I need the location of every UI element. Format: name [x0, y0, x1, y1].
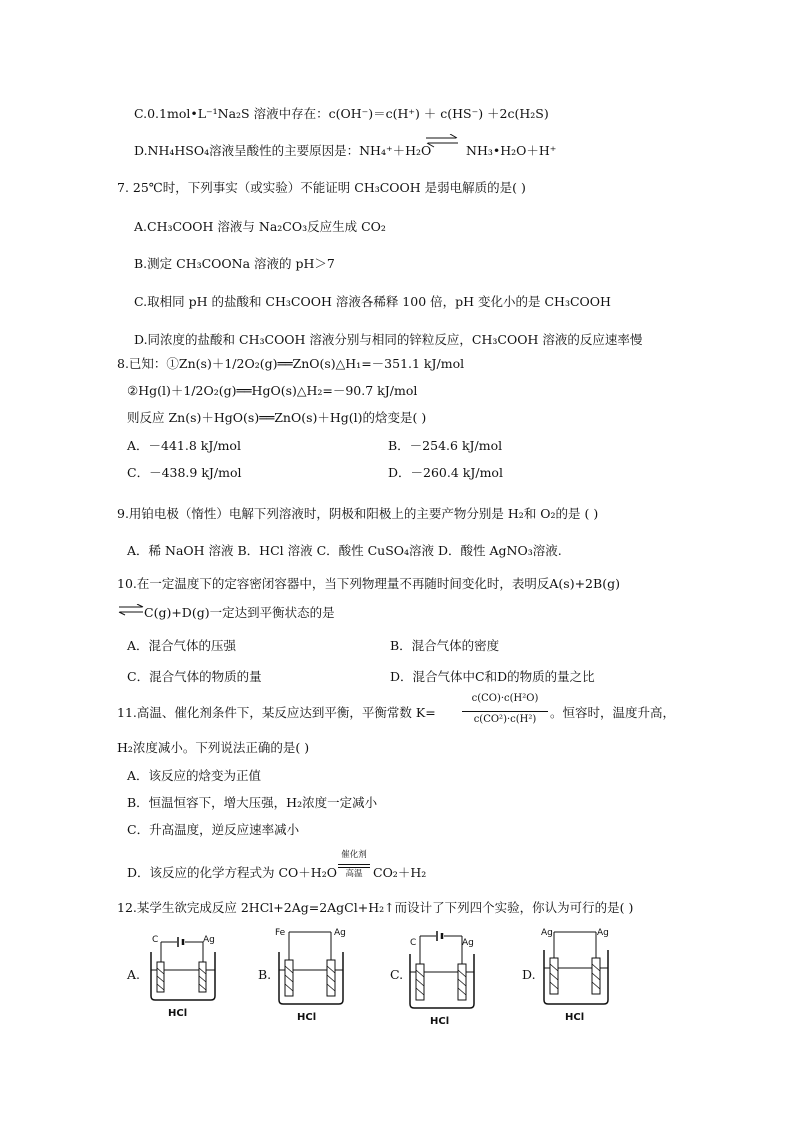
electrode-label: Ag — [541, 928, 553, 938]
electrode-label: Ag — [203, 935, 215, 945]
q8-option-a: A．－441.8 kJ/mol — [127, 438, 241, 453]
q10-option-d: D．混合气体中C和D的物质的量之比 — [390, 669, 595, 684]
solution-label: HCl — [430, 1016, 450, 1027]
solution-label: HCl — [565, 1012, 585, 1023]
q8-option-b: B．－254.6 kJ/mol — [388, 438, 503, 453]
q7-option-c: C.取相同 pH 的盐酸和 CH₃COOH 溶液各稀释 100 倍，pH 变化小的是 CH₃COOH — [134, 294, 611, 309]
q6-option-c: C.0.1mol•L⁻¹Na₂S 溶液中存在：c(OH⁻)＝c(H⁺) ＋ c(HS⁻) ＋2c(H₂S) — [134, 106, 549, 121]
q10-option-c: C．混合气体的物质的量 — [127, 669, 262, 684]
equilibrium-constant-numerator: c(CO)·c(H²O) — [471, 693, 539, 704]
electrode-label: Ag — [597, 928, 609, 938]
q8-question: 则反应 Zn(s)＋HgO(s)══ZnO(s)＋Hg(l)的焓变是( ) — [127, 410, 427, 425]
q11-option-b: B．恒温恒容下，增大压强，H₂浓度一定减小 — [127, 795, 378, 810]
electrode-label: Ag — [334, 928, 346, 938]
q11-option-a: A．该反应的焓变为正值 — [127, 768, 262, 783]
q7-option-b: B.测定 CH₃COONa 溶液的 pH＞7 — [134, 256, 335, 271]
catalyst-condition: 催化剂 — [341, 850, 367, 860]
q8-option-c: C．－438.9 kJ/mol — [127, 465, 242, 480]
q7-option-d: D.同浓度的盐酸和 CH₃COOH 溶液分别与相同的锌粒反应，CH₃COOH 溶液的反应速率慢 — [134, 332, 643, 347]
option-d-label: D. — [522, 967, 536, 982]
q10-stem-continued: C(g)+D(g)一定达到平衡状态的是 — [144, 605, 335, 620]
reversible-arrow-icon — [424, 134, 460, 148]
electrolysis-apparatus-b — [275, 928, 347, 1012]
option-b-label: B. — [258, 967, 272, 982]
option-a-label: A. — [127, 967, 141, 982]
solution-label: HCl — [168, 1008, 188, 1019]
q6-option-d-right: NH₃•H₂O＋H⁺ — [466, 143, 557, 158]
q7-option-a: A.CH₃COOH 溶液与 Na₂CO₃反应生成 CO₂ — [134, 219, 386, 234]
q11-option-d: D．该反应的化学方程式为 CO＋H₂O — [127, 865, 337, 880]
q10-option-b: B．混合气体的密度 — [390, 638, 500, 653]
q11-option-d-products: CO₂＋H₂ — [373, 865, 427, 880]
electrode-label: Fe — [275, 928, 286, 938]
electrode-label: Ag — [462, 938, 474, 948]
q10-stem: 10.在一定温度下的定容密闭容器中，当下列物理量不再随时间变化时，表明反A(s)+2B(g) — [117, 576, 620, 591]
reversible-arrow-icon — [118, 604, 144, 616]
electrode-label: C — [410, 938, 417, 948]
q11-stem-continued: H₂浓度减小。下列说法正确的是( ) — [117, 740, 310, 755]
q8-option-d: D．－260.4 kJ/mol — [388, 465, 503, 480]
fraction-bar — [462, 711, 548, 712]
q11-option-c: C．升高温度，逆反应速率减小 — [127, 822, 300, 837]
temperature-condition: 高温 — [345, 869, 363, 879]
q9-options: A．稀 NaOH 溶液 B．HCl 溶液 C．酸性 CuSO₄溶液 D．酸性 AgNO₃溶液. — [127, 543, 562, 558]
option-c-label: C. — [390, 967, 404, 982]
q10-option-a: A．混合气体的压强 — [127, 638, 237, 653]
q7-stem: 7. 25℃时，下列事实（或实验）不能证明 CH₃COOH 是弱电解质的是( ) — [117, 180, 526, 195]
q11-stem-post: 。恒容时，温度升高， — [550, 705, 676, 720]
electrode-label: C — [152, 935, 159, 945]
reaction-arrow-line — [338, 864, 370, 865]
electrolysis-apparatus-d — [540, 928, 612, 1012]
q11-stem: 11.高温、催化剂条件下，某反应达到平衡，平衡常数 K= — [117, 705, 436, 720]
q8-equation-2: ②Hg(l)＋1/2O₂(g)══HgO(s)△H₂=－90.7 kJ/mol — [127, 383, 418, 398]
q12-stem: 12.某学生欲完成反应 2HCl+2Ag=2AgCl+H₂↑而设计了下列四个实验，你认为可行的是( ) — [117, 900, 634, 915]
q6-option-d-left: D.NH₄HSO₄溶液呈酸性的主要原因是：NH₄⁺＋H₂O — [134, 143, 432, 158]
equilibrium-constant-denominator: c(CO²)·c(H²) — [473, 714, 537, 725]
solution-label: HCl — [297, 1012, 317, 1023]
q9-stem: 9.用铂电极（惰性）电解下列溶液时，阴极和阳极上的主要产物分别是 H₂和 O₂的是 ( ) — [117, 506, 599, 521]
q8-stem: 8.已知：①Zn(s)＋1/2O₂(g)══ZnO(s)△H₁=－351.1 kJ/mol — [117, 356, 465, 371]
